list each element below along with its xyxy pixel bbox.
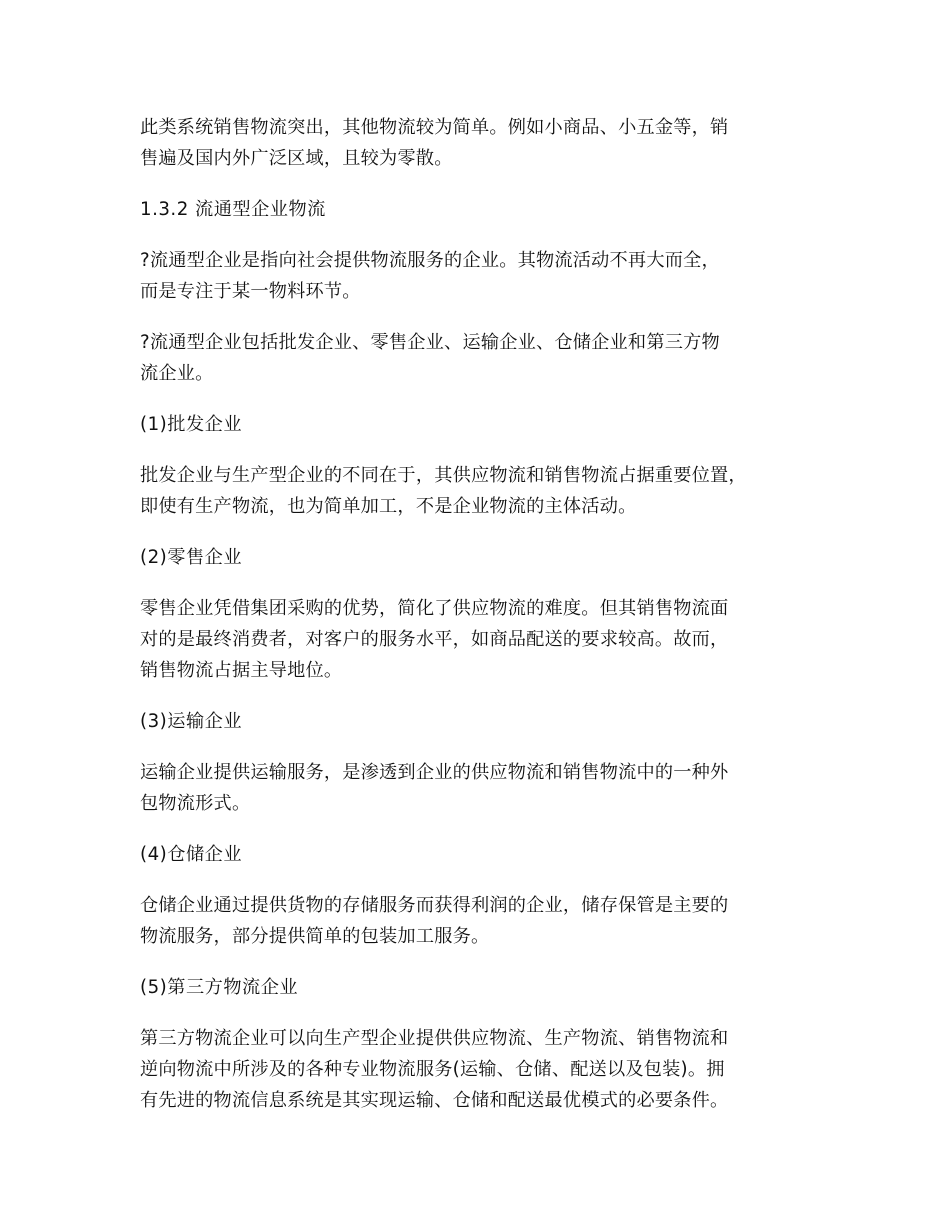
- text-line: ?流通型企业包括批发企业、零售企业、运输企业、仓储企业和第三方物: [140, 332, 720, 353]
- text-line: 逆向物流中所涉及的各种专业物流服务(运输、仓储、配送以及包装)。拥: [140, 1059, 725, 1080]
- text-line: 流企业。: [140, 363, 214, 384]
- text-line: 零售企业凭借集团采购的优势，简化了供应物流的难度。但其销售物流面: [140, 598, 729, 619]
- paragraph-definition: [140, 245, 830, 307]
- text-line: 此类系统销售物流突出，其他物流较为简单。例如小商品、小五金等，销: [140, 117, 729, 138]
- heading-text: (3)运输企业: [140, 711, 243, 732]
- text-line: 批发企业与生产型企业的不同在于，其供应物流和销售物流占据重要位置，: [140, 465, 747, 486]
- document-page: [140, 112, 830, 1136]
- subheading-wholesale: [140, 409, 830, 440]
- paragraph-retail: [140, 593, 830, 686]
- subheading-warehouse: [140, 839, 830, 870]
- subheading-third-party: [140, 972, 830, 1003]
- text-line: 物流服务，部分提供简单的包装加工服务。: [140, 926, 490, 947]
- text-line: 售遍及国内外广泛区域，且较为零散。: [140, 148, 453, 169]
- text-line: 而是专注于某一物料环节。: [140, 281, 361, 302]
- section-heading-1-3-2: [140, 194, 830, 225]
- paragraph-warehouse: [140, 890, 830, 952]
- heading-text: (5)第三方物流企业: [140, 977, 299, 998]
- heading-text: 1.3.2 流通型企业物流: [140, 199, 326, 220]
- heading-text: (2)零售企业: [140, 547, 243, 568]
- subheading-transport: [140, 706, 830, 737]
- paragraph-intro: [140, 112, 830, 174]
- heading-text: (1)批发企业: [140, 414, 243, 435]
- paragraph-wholesale: [140, 460, 830, 522]
- text-line: 仓储企业通过提供货物的存储服务而获得利润的企业，储存保管是主要的: [140, 895, 729, 916]
- heading-text: (4)仓储企业: [140, 844, 243, 865]
- text-line: 即使有生产物流，也为简单加工，不是企业物流的主体活动。: [140, 496, 637, 517]
- text-line: 第三方物流企业可以向生产型企业提供供应物流、生产物流、销售物流和: [140, 1028, 729, 1049]
- text-line: 销售物流占据主导地位。: [140, 660, 343, 681]
- paragraph-categories: [140, 327, 830, 389]
- paragraph-third-party: [140, 1023, 830, 1116]
- subheading-retail: [140, 542, 830, 573]
- text-line: 对的是最终消费者，对客户的服务水平，如商品配送的要求较高。故而，: [140, 629, 729, 650]
- text-line: 包物流形式。: [140, 793, 251, 814]
- text-line: 运输企业提供运输服务，是渗透到企业的供应物流和销售物流中的一种外: [140, 762, 729, 783]
- text-line: 有先进的物流信息系统是其实现运输、仓储和配送最优模式的必要条件。: [140, 1090, 729, 1111]
- text-line: ?流通型企业是指向社会提供物流服务的企业。其物流活动不再大而全，: [140, 250, 720, 271]
- paragraph-transport: [140, 757, 830, 819]
